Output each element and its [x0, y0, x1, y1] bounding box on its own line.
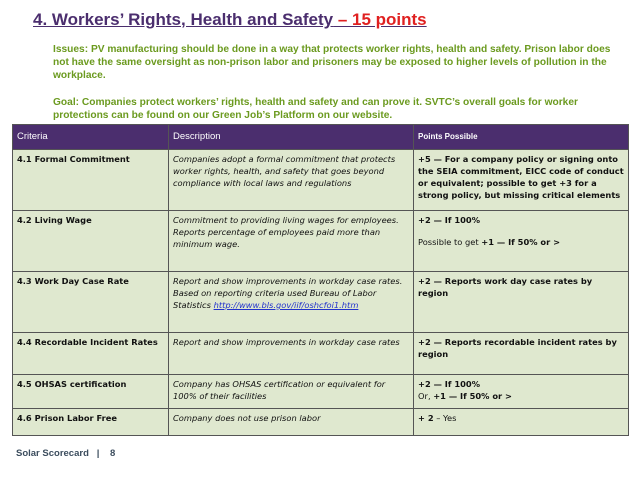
criteria-cell: 4.1 Formal Commitment [13, 150, 169, 211]
header-points-possible: Points Possible [414, 125, 629, 150]
criteria-cell: 4.3 Work Day Case Rate [13, 272, 169, 333]
bls-link[interactable]: http://www.bls.gov/iif/oshcfoi1.htm [213, 300, 359, 310]
table-header-row [13, 125, 629, 150]
points-cell: +2 — Reports work day case rates by region [414, 272, 629, 333]
criteria-cell: 4.4 Recordable Incident Rates [13, 333, 169, 375]
description-cell: Report and show improvements in workday case rates [169, 333, 414, 375]
description-cell: Company does not use prison labor [169, 409, 414, 436]
points-bold: +1 — If 50% or > [433, 391, 512, 401]
table-row [13, 409, 629, 436]
description-text: Report and show improvements in workday case rates. Based on reporting criteria used Bureau of Labor Statistics [173, 276, 403, 310]
points-line: +2 — If 100% [418, 215, 481, 225]
points-cell: +2 — Reports recordable incident rates by region [414, 333, 629, 375]
table-row [13, 272, 629, 333]
table-row [13, 150, 629, 211]
criteria-cell: 4.5 OHSAS certification [13, 375, 169, 409]
criteria-cell: 4.2 Living Wage [13, 211, 169, 272]
points-prefix: Or, [418, 391, 434, 401]
points-line: +2 — If 100% [418, 379, 481, 389]
title-text: 4. Workers’ Rights, Health and Safety [33, 10, 334, 29]
table-row [13, 211, 629, 272]
criteria-table [12, 124, 629, 436]
page-title [33, 10, 427, 30]
table-row [13, 333, 629, 375]
description-cell: Company has OHSAS certification or equivalent for 100% of their facilities [169, 375, 414, 409]
points-bold: +1 — If 50% or > [481, 237, 561, 247]
points-total: – 15 points [333, 10, 427, 29]
points-bold: + 2 [418, 413, 434, 423]
header-criteria: Criteria [13, 125, 169, 150]
description-cell: Commitment to providing living wages for employees. Reports percentage of employees paid more than minimum wage. [169, 211, 414, 272]
points-prefix: Possible to get [418, 237, 482, 247]
points-cell [414, 409, 629, 436]
points-line [418, 236, 624, 248]
points-cell [414, 211, 629, 272]
points-cell: +5 — For a company policy or signing onto the SEIA commitment, EICC code of conduct or equivalent; possible to get +3 for a strong policy, but missing critical elements [414, 150, 629, 211]
points-cell [414, 375, 629, 409]
page-footer: Solar Scorecard | 8 [16, 448, 116, 459]
table-row [13, 375, 629, 409]
goal-paragraph: Goal: Companies protect workers’ rights, health and safety and can prove it. SVTC’s overall goals for worker protections can be found on our Green Job’s Platform on our website. [53, 97, 578, 122]
issues-paragraph: Issues: PV manufacturing should be done in a way that protects worker rights, health and safety. Prison labor does not have the same oversight as non-prison labor and prisoners may be exposed to higher levels of pollution in the workplace. [53, 44, 611, 82]
points-line [418, 390, 624, 402]
criteria-cell: 4.6 Prison Labor Free [13, 409, 169, 436]
points-rest: – Yes [433, 413, 457, 423]
header-description: Description [169, 125, 414, 150]
description-cell: Companies adopt a formal commitment that protects worker rights, health, and safety that goes beyond compliance with local laws and regulations [169, 150, 414, 211]
description-cell [169, 272, 414, 333]
